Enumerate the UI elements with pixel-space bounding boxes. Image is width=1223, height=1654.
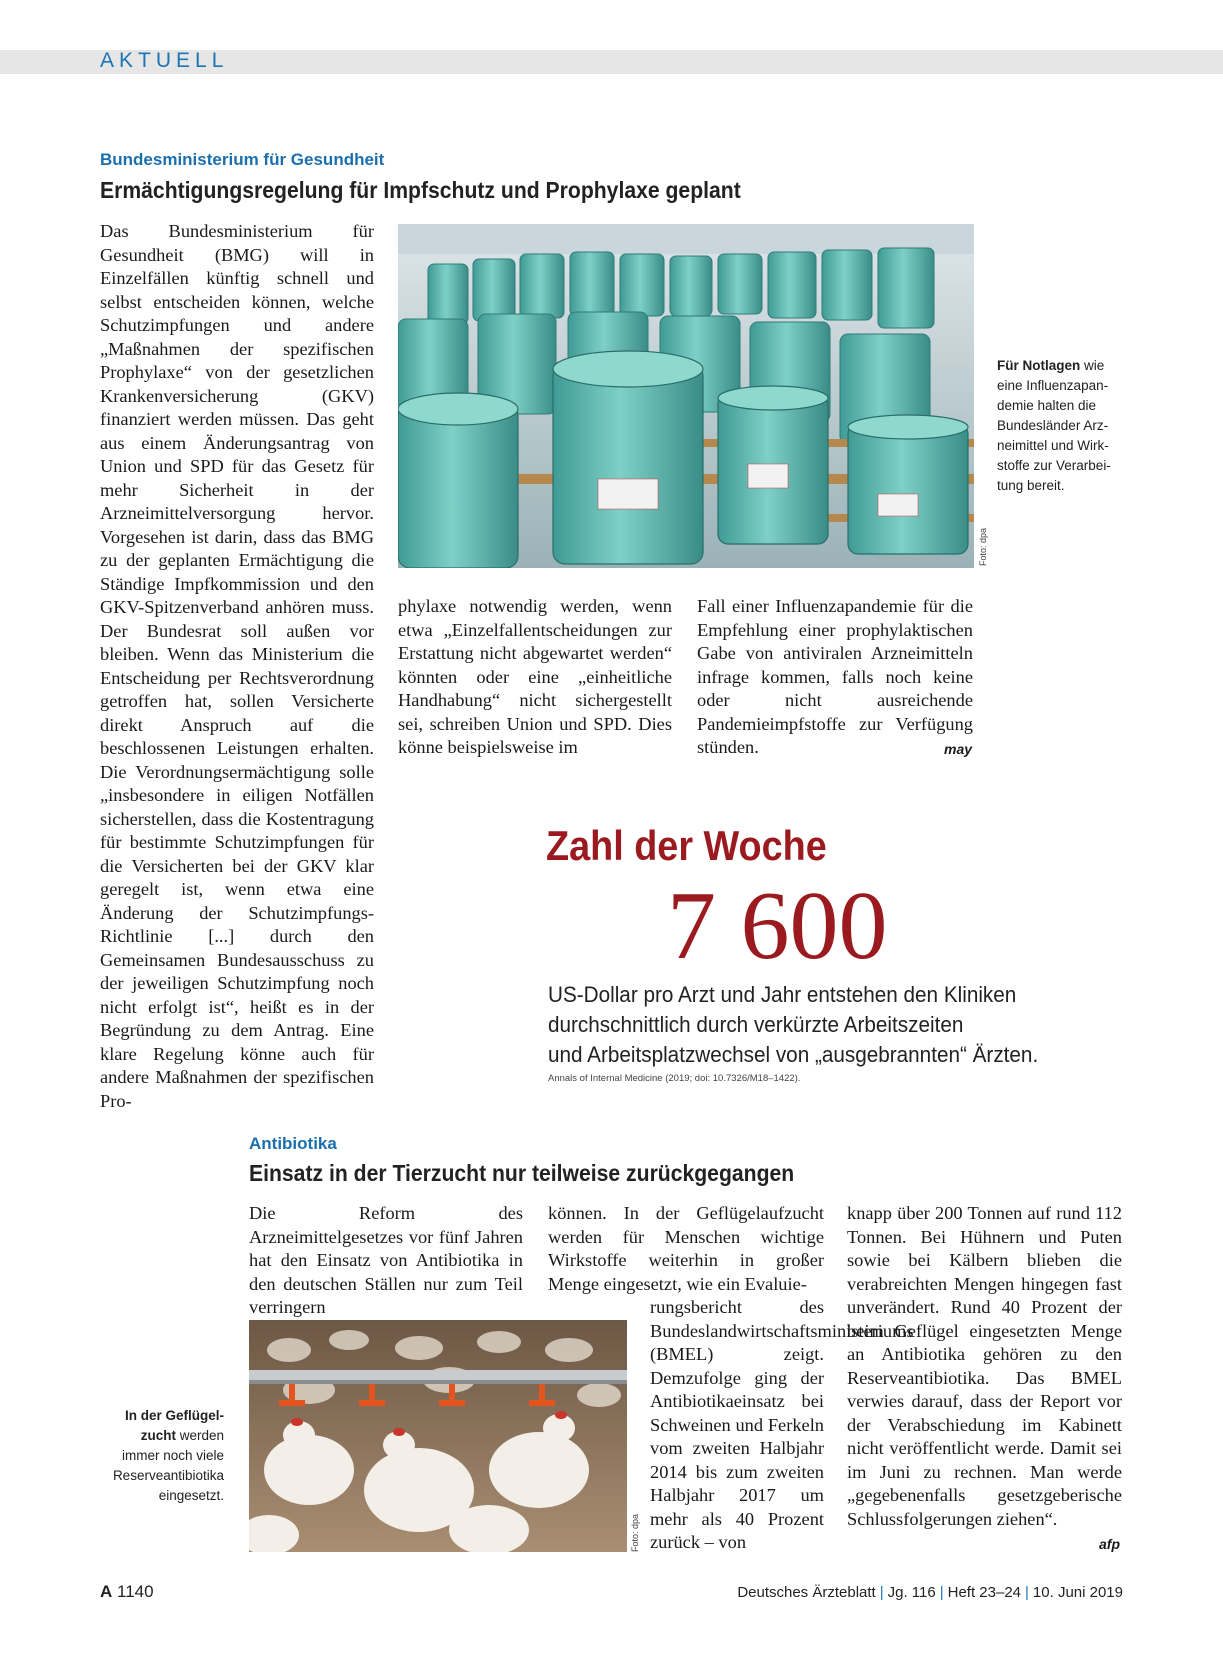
article1-caption-line: tung bereit. xyxy=(997,478,1065,493)
chicken-photo xyxy=(249,1320,627,1552)
article1-caption xyxy=(997,356,1127,496)
article2-caption-bold: In der Geflügel- xyxy=(124,1408,224,1423)
article1-column-1: Das Bundesministerium für Gesundheit (BMG) will in Einzelfällen künftig schnell und selbst entscheiden können, welche Schutzimpfungen und andere „Maßnahmen der spezifischen Prophylaxe“ von der gesetzlichen Krankenversicherung (GKV) finanziert werden müssen. Das geht aus einem Änderungsantrag von Union und SPD für das Gesetz für mehr Sicherheit in der Arzneimittelversorgung hervor. Vorgesehen ist darin, dass das BMG zu der geplanten Ermächtigung die Ständige Impfkommission und den GKV-Spitzenverband anhören muss. Der Bundesrat soll außen vor bleiben. Wenn das Ministerium die Entscheidung per Rechtsverordnung getroffen hat, sollen Versicherte direkt Anspruch auf die beschlossenen Leistungen erhalten. Die Verordnungsermächtigung solle „insbesondere in eiligen Notfällen sicherstellen, dass die Kostentragung für bestimmte Schutzimpfungen für die Versicherten bei der GKV klar geregelt ist, wenn etwa eine Änderung der Schutzimpfungs-Richtlinie [...] durch den Gemeinsamen Bundesausschuss zu der jeweiligen Schutzimpfung noch nicht erfolgt ist“, heißt es in der Begründung zu dem Antrag. Eine klare Regelung könne auch für andere Maßnahmen der spezifischen Pro- xyxy=(100,221,374,1111)
footer-journal-info: Deutsches Ärzteblatt | Jg. 116 | Heft 23–24 | 10. Juni 2019 xyxy=(737,1584,1123,1601)
article1-signature: may xyxy=(944,741,973,757)
article2-column-2-bottom: rungsbericht des Bundeslandwirtschaftsministeriums (BMEL) zeigt. Demzufolge ging der Antibiotikaeinsatz bei Schweinen und Ferkeln vom zweiten Halbjahr 2014 bis zum zweiten Halbjahr 2017 um mehr als 40 Prozent zurück – von xyxy=(650,1297,914,1552)
article1-kicker: Bundesministerium für Gesundheit xyxy=(100,150,385,169)
page-prefix: A xyxy=(100,1582,113,1601)
article2-caption-line: werden xyxy=(179,1428,224,1443)
article1-caption-line: eine Influenzapan- xyxy=(997,378,1109,393)
article2-caption-line: eingesetzt. xyxy=(158,1488,224,1503)
zdw-title: Zahl der Woche xyxy=(546,822,827,869)
article1-photo-credit: Foto: dpa xyxy=(978,527,988,566)
page-number-value: 1140 xyxy=(117,1582,154,1601)
article2-photo-credit: Foto: dpa xyxy=(630,1513,640,1552)
article2-caption-bold: zucht xyxy=(140,1428,176,1443)
article2-caption-line: Reserveantibiotika xyxy=(112,1468,224,1483)
article2-kicker: Antibiotika xyxy=(249,1134,337,1153)
journal-volume: Jg. 116 xyxy=(887,1584,936,1601)
journal-date: 10. Juni 2019 xyxy=(1032,1584,1123,1601)
article2-caption xyxy=(96,1406,224,1506)
journal-issue: Heft 23–24 xyxy=(947,1584,1022,1601)
article1-caption-bold: Für Notlagen xyxy=(997,358,1081,373)
barrels-photo xyxy=(398,224,974,568)
article1-caption-line: Bundesländer Arz- xyxy=(997,418,1109,433)
zdw-text-line: und Arbeitsplatzwechsel von „ausgebrannten“ Ärzten. xyxy=(548,1042,1039,1067)
article2-column-3: knapp über 200 Tonnen auf rund 112 Tonnen. Bei Hühnern und Puten sowie bei Kälbern blieben die verabreichten Mengen hingegen fast unverändert. Rund 40 Prozent der beim Geflügel eingesetzten Menge an Antibiotika gehören zu den Reserveantibiotika. Das BMEL verwies darauf, dass der Report vor der Verabschiedung im Kabinett nicht veröffentlicht werde. Damit sei im Juni zu rechnen. Man werde „gegebenenfalls gesetzgeberische Schlussfolgerungen ziehen“. xyxy=(847,1203,1122,1529)
article1-caption-line: demie halten die xyxy=(997,398,1097,413)
zdw-text-line: US-Dollar pro Arzt und Jahr entstehen den Kliniken xyxy=(548,982,1017,1007)
article2-column-2-top: können. In der Geflügelaufzucht werden für Menschen wichtige Wirkstoffe weiterhin in großer Menge eingesetzt, wie ein Evaluie- xyxy=(548,1203,824,1294)
article2-signature: afp xyxy=(1099,1536,1120,1552)
page-number xyxy=(100,1582,154,1602)
article2-column-1: Die Reform des Arzneimittelgesetzes vor fünf Jahren hat den Einsatz von Antibiotika in den deutschen Ställen nur zum Teil verringern xyxy=(249,1203,523,1317)
article1-caption-line: stoffe zur Verarbei- xyxy=(997,458,1111,473)
article2-headline: Einsatz in der Tierzucht nur teilweise zurückgegangen xyxy=(249,1160,795,1186)
zdw-text-line: durchschnittlich durch verkürzte Arbeitszeiten xyxy=(548,1012,964,1037)
article1-headline: Ermächtigungsregelung für Impfschutz und Prophylaxe geplant xyxy=(100,177,741,203)
article1-caption-line: wie xyxy=(1084,358,1105,373)
journal-name: Deutsches Ärzteblatt xyxy=(737,1584,876,1601)
zdw-source: Annals of Internal Medicine (2019; doi: 10.7326/M18–1422). xyxy=(548,1073,801,1084)
article1-caption-line: neimittel und Wirk- xyxy=(997,438,1109,453)
article2-caption-line: immer noch viele xyxy=(121,1448,224,1463)
article1-column-3: Fall einer Influenzapandemie für die Empfehlung einer prophylaktischen Gabe von antiviralen Arzneimitteln infrage kommen, falls noch keine oder nicht ausreichende Pandemieimpfstoffe zur Verfügung stünden. xyxy=(697,596,973,757)
zdw-number: 7 600 xyxy=(667,872,888,980)
article1-column-2: phylaxe notwendig werden, wenn etwa „Einzelfallentscheidungen zur Erstattung nicht abgewartet werden“ könnten oder eine „einheitliche Handhabung“ nicht sichergestellt sei, schreiben Union und SPD. Dies könne beispielsweise im xyxy=(398,596,672,757)
section-label: AKTUELL xyxy=(100,49,229,72)
